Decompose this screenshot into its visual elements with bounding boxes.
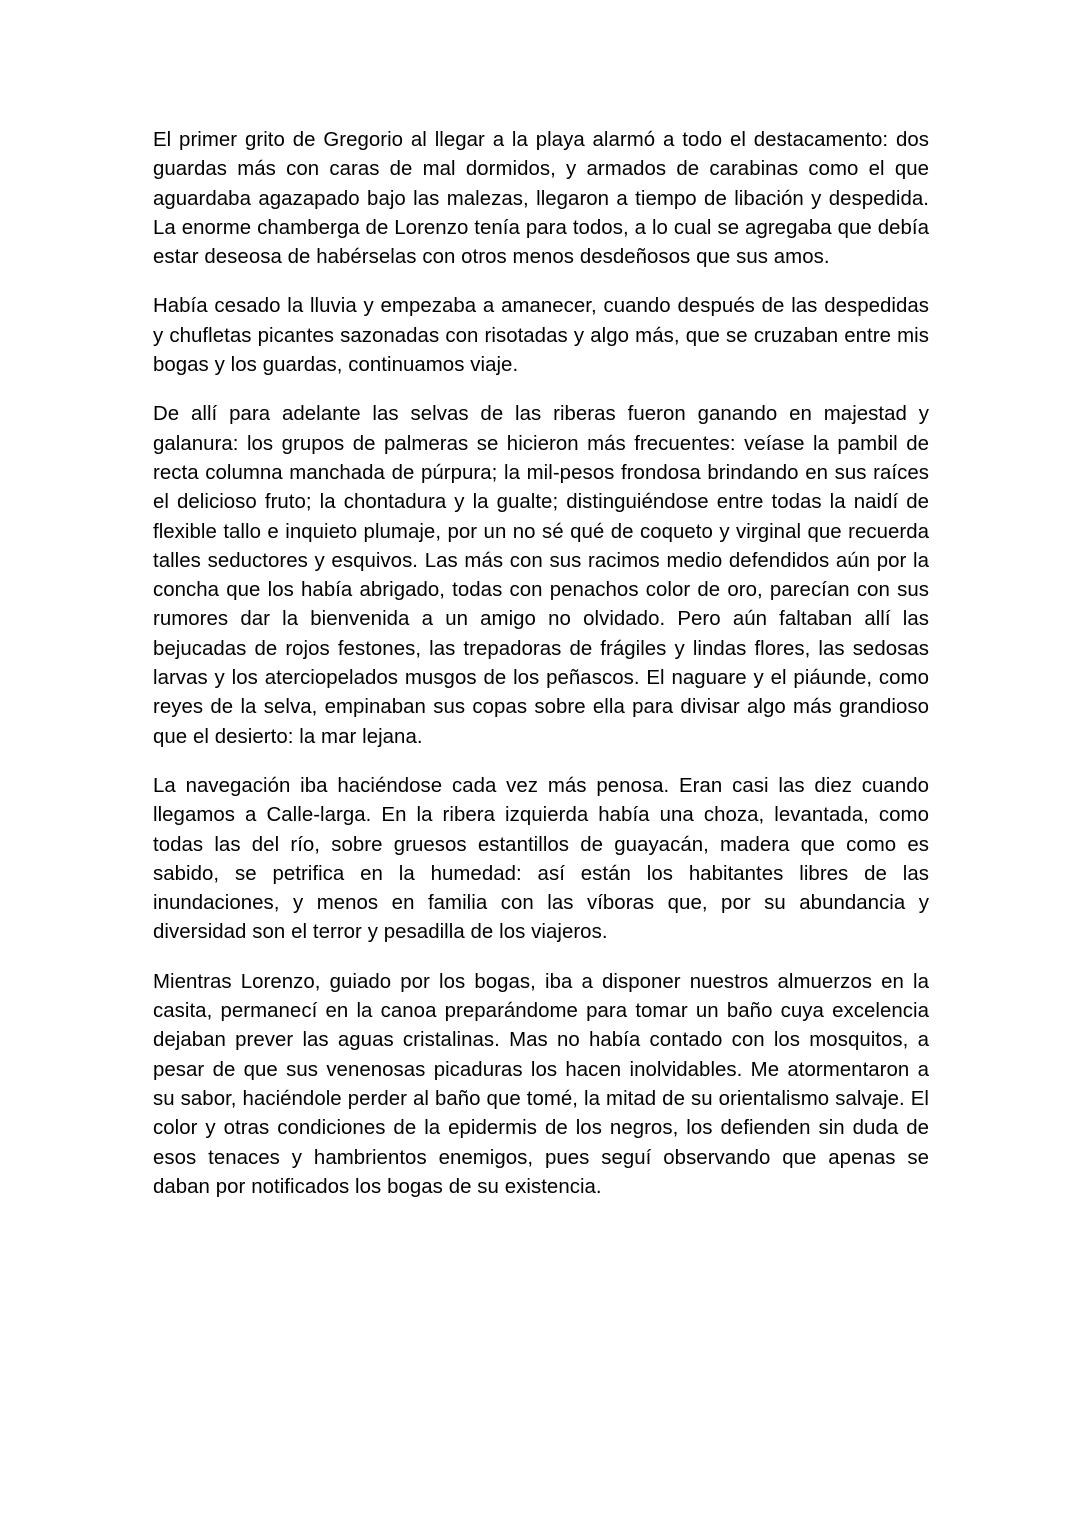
- paragraph-3: De allí para adelante las selvas de las riberas fueron ganando en majestad y galanura: los grupos de palmeras se hicieron más frecuentes: veíase la pambil de recta columna manchada de púrpura; la mil-pesos frondosa brindando en sus raíces el delicioso fruto; la chontadura y la gualte; distinguiéndose entre todas la naidí de flexible tallo e inquieto plumaje, por un no sé qué de coqueto y virginal que recuerda talles seductores y esquivos. Las más con sus racimos medio defendidos aún por la concha que los había abrigado, todas con penachos color de oro, parecían con sus rumores dar la bienvenida a un amigo no olvidado. Pero aún faltaban allí las bejucadas de rojos festones, las trepadoras de frágiles y lindas flores, las sedosas larvas y los aterciopelados musgos de los peñascos. El naguare y el piáunde, como reyes de la selva, empinaban sus copas sobre ella para divisar algo más grandioso que el desierto: la mar lejana.: [153, 403, 929, 748]
- paragraph-4: La navegación iba haciéndose cada vez más penosa. Eran casi las diez cuando llegamos a Calle-larga. En la ribera izquierda había una choza, levantada, como todas las del río, sobre gruesos estantillos de guayacán, madera que como es sabido, se petrifica en la humedad: así están los habitantes libres de las inundaciones, y menos en familia con las víboras que, por su abundancia y diversidad son el terror y pesadilla de los viajeros.: [153, 774, 929, 944]
- paragraph-2: Había cesado la lluvia y empezaba a amanecer, cuando después de las despedidas y chufletas picantes sazonadas con risotadas y algo más, que se cruzaban entre mis bogas y los guardas, continuamos viaje.: [153, 295, 929, 377]
- paragraph-1: El primer grito de Gregorio al llegar a la playa alarmó a todo el destacamento: dos guardas más con caras de mal dormidos, y armados de carabinas como el que aguardaba agazapado bajo las malezas, llegaron a tiempo de libación y despedida. La enorme chamberga de Lorenzo tenía para todos, a lo cual se agregaba que debía estar deseosa de habérselas con otros menos desdeñosos que sus amos.: [153, 129, 929, 269]
- paragraph-5: Mientras Lorenzo, guiado por los bogas, iba a disponer nuestros almuerzos en la casita, permanecí en la canoa preparándome para tomar un baño cuya excelencia dejaban prever las aguas cristalinas. Mas no había contado con los mosquitos, a pesar de que sus venenosas picaduras los hacen inolvidables. Me atormentaron a su sabor, haciéndole perder al baño que tomé, la mitad de su orientalismo salvaje. El color y otras condiciones de la epidermis de los negros, los defienden sin duda de esos tenaces y hambrientos enemigos, pues seguí observando que apenas se daban por notificados los bogas de su existencia.: [153, 970, 929, 1198]
- document-text-body: [153, 126, 929, 1202]
